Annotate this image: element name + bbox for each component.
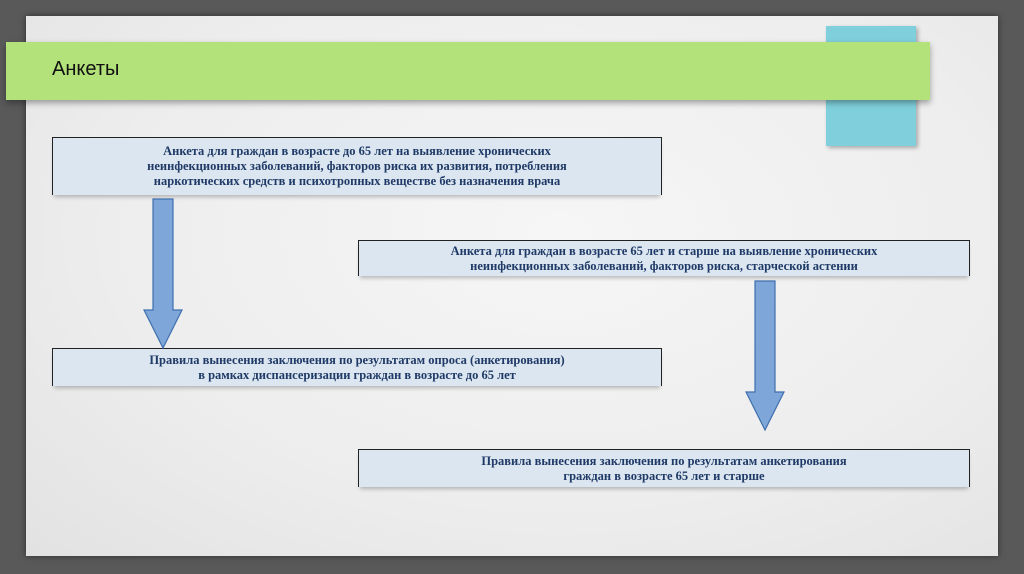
title-band xyxy=(6,42,930,100)
slide-title: Анкеты xyxy=(52,58,120,80)
questionnaire-65-plus-box xyxy=(358,240,970,276)
box-line: Правила вынесения заключения по результатам опроса (анкетирования) xyxy=(149,352,565,367)
rules-65-plus-box xyxy=(358,449,970,487)
questionnaire-under-65-box xyxy=(52,137,662,195)
box-line: наркотических средств и психотропных веществе без назначения врача xyxy=(153,174,561,188)
box-line: граждан в возрасте 65 лет и старше xyxy=(563,468,765,483)
box-line: Анкета для граждан в возрасте до 65 лет на выявление хронических xyxy=(163,144,551,158)
box-line: неинфекционных заболеваний, факторов риска их развития, потребления xyxy=(147,159,567,173)
box-line: Правила вынесения заключения по результатам анкетирования xyxy=(481,453,847,468)
box-line: неинфекционных заболеваний, факторов риска, старческой астении xyxy=(470,258,858,273)
rules-under-65-box xyxy=(52,348,662,386)
box-line: в рамках диспансеризации граждан в возрасте до 65 лет xyxy=(198,367,516,382)
box-line: Анкета для граждан в возрасте 65 лет и старше на выявление хронических xyxy=(450,243,878,258)
